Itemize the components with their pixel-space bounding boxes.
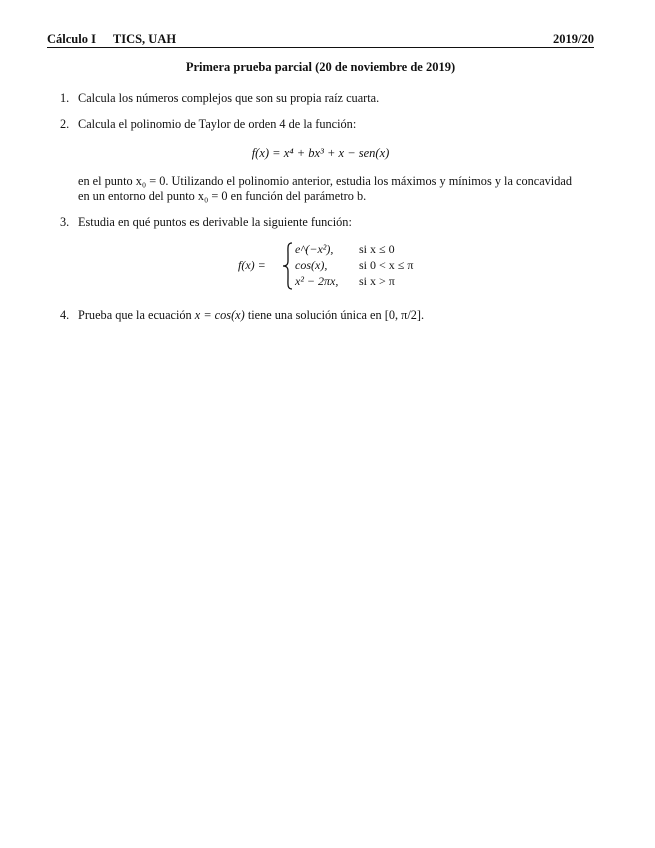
taylor-function-equation: f(x) = x⁴ + bx³ + x − sen(x) xyxy=(251,146,390,160)
problem-number: 3. xyxy=(60,215,70,229)
case-3-expr: x² − 2πx, xyxy=(295,274,339,288)
interval: [0, π/2]. xyxy=(384,308,425,322)
case-2-expr: cos(x), xyxy=(295,258,328,272)
problem-text: en un entorno del punto x₀ = 0 en función del parámetro b. xyxy=(78,189,367,203)
problem-text: Estudia en qué puntos es derivable la siguiente función: xyxy=(78,215,352,229)
problem-text: Calcula el polinomio de Taylor de orden 4 de la función: xyxy=(78,117,357,131)
left-brace-icon xyxy=(282,242,294,290)
problem-number: 4. xyxy=(60,308,70,322)
cosine-equation: x = cos(x) xyxy=(194,308,245,322)
problem-text: Calcula los números complejos que son su propia raíz cuarta. xyxy=(78,91,380,105)
page-header xyxy=(47,32,594,48)
course-name: Cálculo I xyxy=(47,32,96,46)
case-2-cond: si 0 < x ≤ π xyxy=(359,258,414,272)
problem-text: Prueba que la ecuación xyxy=(78,308,192,322)
piecewise-lhs: f(x) = xyxy=(238,258,266,272)
problem-text: tiene una solución única en xyxy=(247,308,382,322)
exam-title: Primera prueba parcial (20 de noviembre de 2019) xyxy=(185,60,456,74)
institution: TICS, UAH xyxy=(112,32,177,46)
problem-number: 2. xyxy=(60,117,70,131)
case-3-cond: si x > π xyxy=(359,274,395,288)
case-1-cond: si x ≤ 0 xyxy=(359,242,395,256)
problem-text: en el punto x₀ = 0. Utilizando el polinomio anterior, estudia los máximos y mínimos y la concavidad xyxy=(78,174,572,188)
problem-number: 1. xyxy=(60,91,70,105)
academic-year: 2019/20 xyxy=(553,32,594,46)
case-1-expr: e^(−x²), xyxy=(295,242,334,256)
